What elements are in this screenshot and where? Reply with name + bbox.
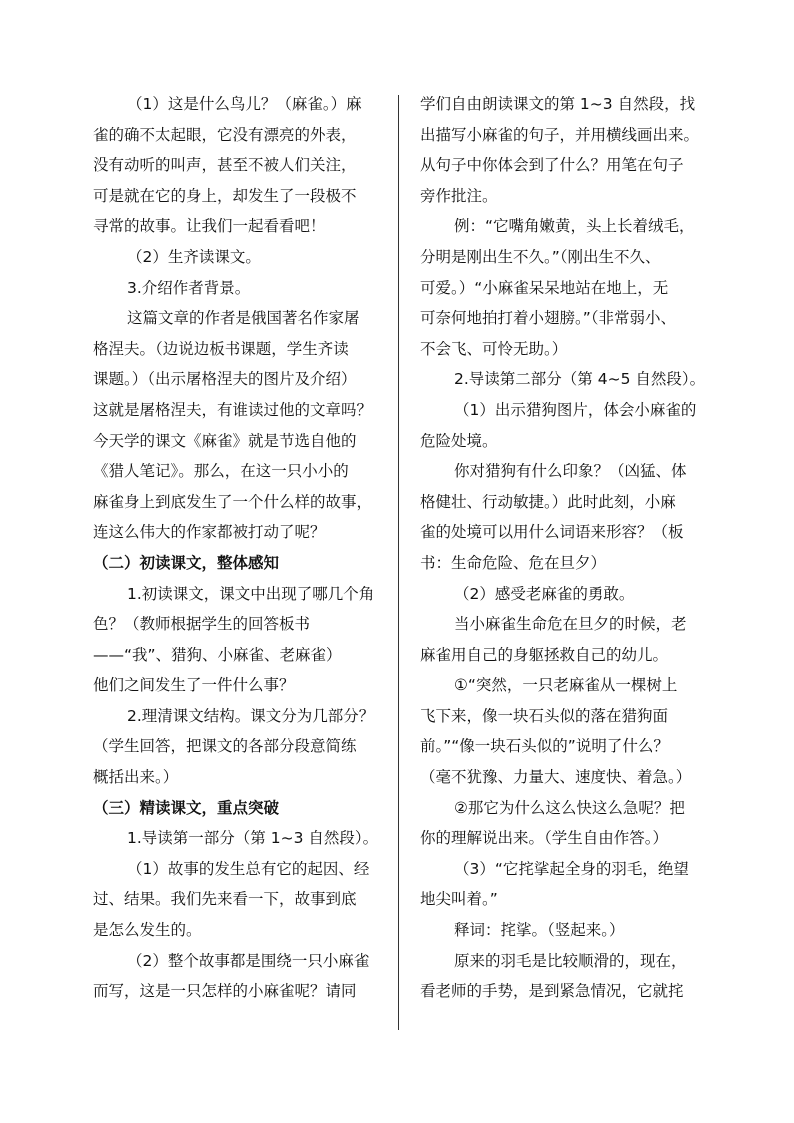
text-line: 而写，这是一只怎样的小麻雀呢？请同 [93,982,357,1001]
text-line: 原来的羽毛是比较顺滑的，现在， [454,951,687,970]
text-line: （三）精读课文，重点突破 [93,798,280,817]
text-line: 看老师的手势，是到紧急情况，它就挓 [420,982,684,1001]
text-line: 可是就在它的身上，却发生了一段极不 [93,186,357,205]
text-line: 雀的处境可以用什么词语来形容？（板 [420,523,684,542]
text-line: 格涅夫。（边说边板书课题，学生齐读 [93,339,349,358]
text-line: 3.介绍作者背景。 [127,278,251,297]
text-line: ——“我”、猎狗、小麻雀、老麻雀） [93,645,342,664]
right-column [420,89,720,1007]
text-line: 过、结果。我们先来看一下，故事到底 [93,890,357,909]
text-line: 《猎人笔记》。那么，在这一只小小的 [93,462,349,481]
text-line: 1.初读课文，课文中出现了哪几个角 [127,584,375,603]
text-line: ①“突然，一只老麻雀从一棵树上 [454,676,678,695]
text-line: 飞下来，像一块石头似的落在猎狗面 [420,706,669,725]
text-line: 色？（教师根据学生的回答板书 [93,615,311,634]
text-line: 地尖叫着。” [420,890,498,909]
text-line: 2.理清课文结构。课文分为几部分？ [127,706,375,725]
text-line: 旁作批注。 [420,186,498,205]
column-divider [398,95,399,1030]
text-line: 例：“它嘴角嫩黄，头上长着绒毛， [454,217,695,236]
text-line: 书：生命危险、危在旦夕） [420,553,607,572]
text-line: 雀的确不太起眼，它没有漂亮的外表， [93,125,357,144]
text-line: 可奈何地拍打着小翅膀。”（非常弱小、 [420,309,677,328]
text-line: 从句子中你体会到了什么？用笔在句子 [420,156,684,175]
text-line: 前。”“像一块石头似的”说明了什么？ [420,737,669,756]
text-line: 学们自由朗读课文的第 1~3 自然段，找 [420,95,696,113]
text-line: （1）故事的发生总有它的起因、经 [127,859,370,878]
text-line: 麻雀身上到底发生了一个什么样的故事， [93,492,373,511]
text-line: 概括出来。） [93,768,179,787]
text-line: 这就是屠格涅夫，有谁读过他的文章吗？ [93,400,373,419]
text-line: （2）生齐读课文。 [127,247,261,266]
text-line: 是怎么发生的。 [93,921,202,940]
text-line: 你的理解说出来。（学生自由作答。） [420,829,669,848]
text-line: （2）感受老麻雀的勇敢。 [454,584,635,603]
text-line: 麻雀用自己的身躯拯救自己的幼儿。 [420,645,669,664]
text-line: 出描写小麻雀的句子，并用横线画出来。 [420,125,700,144]
text-line: （3）“它挓挲起全身的羽毛，绝望 [454,859,689,878]
text-line: 今天学的课文《麻雀》就是节选自他的 [93,431,357,450]
text-line: （2）整个故事都是围绕一只小麻雀 [127,951,370,970]
text-line: （二）初读课文，整体感知 [93,553,280,572]
text-line: （学生回答，把课文的各部分段意简练 [93,737,357,756]
text-line: 当小麻雀生命危在旦夕的时候，老 [454,615,687,634]
text-line: 你对猎狗有什么印象？（凶猛、体 [454,462,687,481]
text-line: 这篇文章的作者是俄国著名作家屠 [127,309,360,328]
text-line: ②那它为什么这么快这么急呢？把 [454,798,685,817]
text-line: 释词：挓挲。（竖起来。） [454,921,625,940]
text-line: 他们之间发生了一件什么事？ [93,676,295,695]
text-line: 寻常的故事。让我们一起看看吧！ [93,217,326,236]
text-line: 分明是刚出生不久。”（刚出生不久、 [420,247,661,266]
text-line: 不会飞、可怜无助。） [420,339,568,358]
text-line: （毫不犹豫、力量大、速度快、着急。） [420,768,692,787]
text-line: 连这么伟大的作家都被打动了呢？ [93,523,326,542]
text-line: 危险处境。 [420,431,498,450]
text-line: 2.导读第二部分（第 4~5 自然段）。 [454,370,706,389]
text-line: 没有动听的叫声，甚至不被人们关注， [93,156,357,175]
text-line: （1）出示猎狗图片，体会小麻雀的 [454,400,697,419]
left-column [93,89,393,1007]
text-line: 1.导读第一部分（第 1~3 自然段）。 [127,829,379,848]
text-line: 格健壮、行动敏捷。）此时此刻，小麻 [420,492,676,511]
text-line: 课题。）（出示屠格涅夫的图片及介绍） [93,370,357,389]
text-line: 可爱。）“小麻雀呆呆地站在地上，无 [420,278,669,297]
text-line: （1）这是什么鸟儿？（麻雀。）麻 [127,95,362,113]
